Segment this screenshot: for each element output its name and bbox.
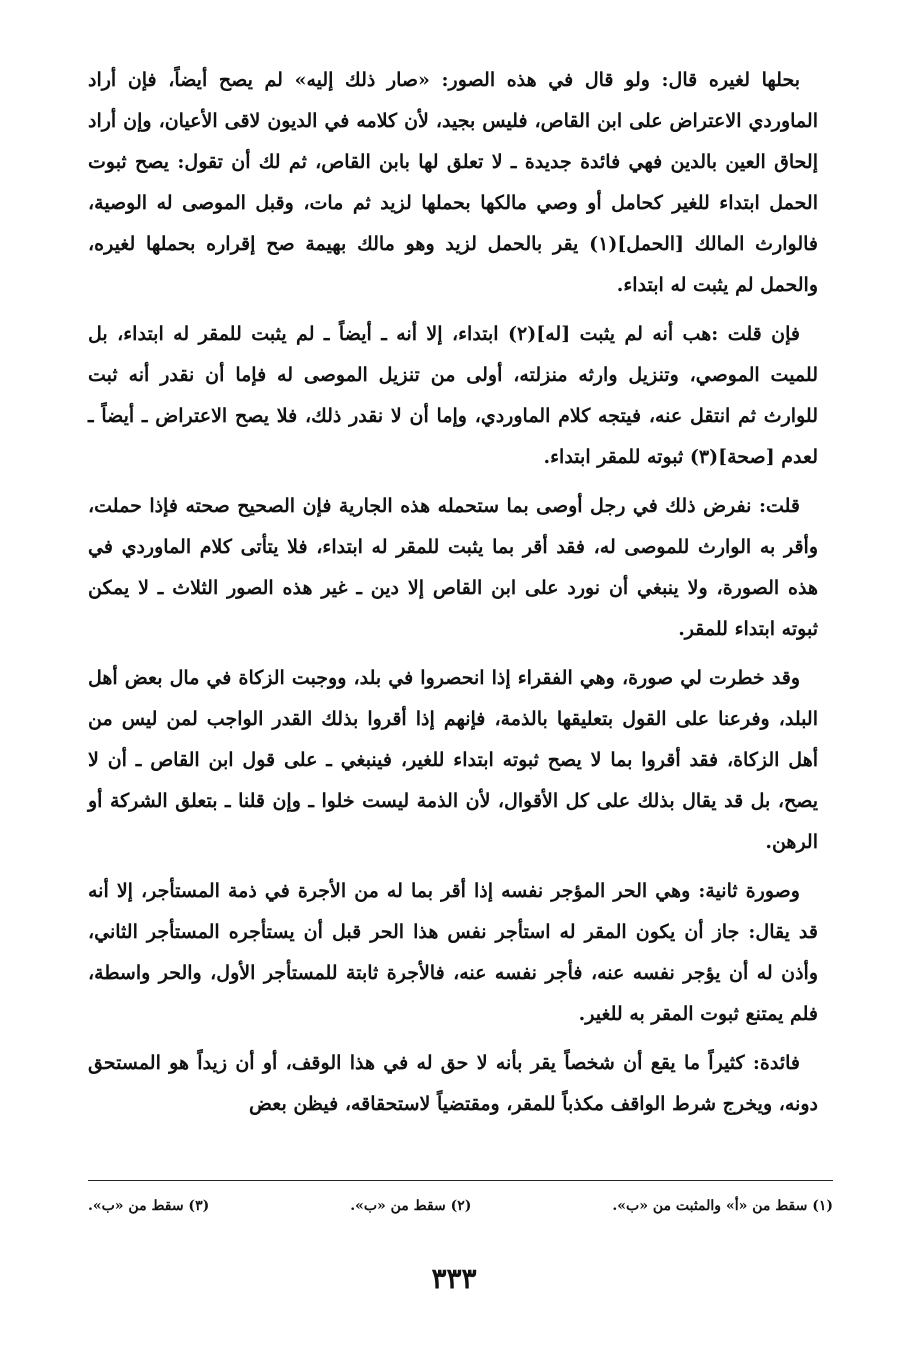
footnote-1: (١) سقط من «أ» والمثبت من «ب». <box>612 1198 833 1214</box>
paragraph-1: بحلها لغيره قال: ولو قال في هذه الصور: «صار ذلك إليه» لم يصح أيضاً، فإن أراد الماوردي الاعتراض على ابن القاص، فليس بجيد، لأن كلامه في الديون لاقى الأعيان، وإن أراد إلحاق العين بالدين فهي فائدة جديدة ـ لا تعلق لها بابن القاص، ثم لك أن تقول: يصح ثبوت الحمل ابتداء للغير كحامل أو وصي مالكها بحملها لزيد ثم مات، وقبل الموصى له الوصية، فالوارث المالك [الحمل](١) يقر بالحمل لزيد وهو مالك بهيمة صح إقراره بحملها لغيره، والحمل لم يثبت له ابتداء. <box>88 69 818 296</box>
main-text <box>88 60 818 1133</box>
paragraph-6: فائدة: كثيراً ما يقع أن شخصاً يقر بأنه لا حق له في هذا الوقف، أو أن زيداً هو المستحق دونه، ويخرج شرط الواقف مكذباً للمقر، ومقتضياً لاستحقاقه، فيظن بعض <box>88 1052 818 1115</box>
footnotes <box>88 1195 833 1217</box>
footnote-separator <box>88 1180 833 1181</box>
paragraph-4: وقد خطرت لي صورة، وهي الفقراء إذا انحصروا في بلد، ووجبت الزكاة في مال بعض أهل البلد، وفرعنا على القول بتعليقها بالذمة، فإنهم إذا أقروا بذلك القدر الواجب لمن ليس من أهل الزكاة، فقد أقروا بما لا يصح ثبوته ابتداء للغير، فينبغي ـ على قول ابن القاص ـ أن لا يصح، بل قد يقال بذلك على كل الأقوال، لأن الذمة ليست خلوا ـ وإن قلنا ـ بتعلق الشركة أو الرهن. <box>88 667 818 853</box>
paragraph-5: وصورة ثانية: وهي الحر المؤجر نفسه إذا أقر بما له من الأجرة في ذمة المستأجر، إلا أنه قد يقال: جاز أن يكون المقر له استأجر نفس هذا الحر قبل أن يستأجره المستأجر الثاني، وأذن له أن يؤجر نفسه عنه، فأجر نفسه عنه، فالأجرة ثابتة للمستأجر الأول، والحر واسطة، فلم يمتنع ثبوت المقر به للغير. <box>88 880 818 1025</box>
paragraph-2: فإن قلت :هب أنه لم يثبت [له](٢) ابتداء، إلا أنه ـ أيضاً ـ لم يثبت للمقر له ابتداء، بل للميت الموصي، وتنزيل وارثه منزلته، أولى من تنزيل الموصى له فإما أن نقدر أنه ثبت للوارث ثم انتقل عنه، فيتجه كلام الماوردي، وإما أن لا نقدر ذلك، فلا يصح الاعتراض ـ أيضاً ـ لعدم [صحة](٣) ثبوته للمقر ابتداء. <box>88 323 818 468</box>
footnote-3: (٣) سقط من «ب». <box>88 1198 210 1214</box>
paragraph-3: قلت: نفرض ذلك في رجل أوصى بما ستحمله هذه الجارية فإن الصحيح صحته فإذا حملت، وأقر به الوارث للموصى له، فقد أقر بما يثبت للمقر له ابتداء، فلا يتأتى كلام الماوردي في هذه الصورة، ولا ينبغي أن نورد على ابن القاص إلا دين ـ غير هذه الصور الثلاث ـ لا يمكن ثبوته ابتداء للمقر. <box>88 495 818 640</box>
page-number: ٣٣٣ <box>431 1262 477 1295</box>
footnote-2: (٢) سقط من «ب». <box>350 1198 472 1214</box>
